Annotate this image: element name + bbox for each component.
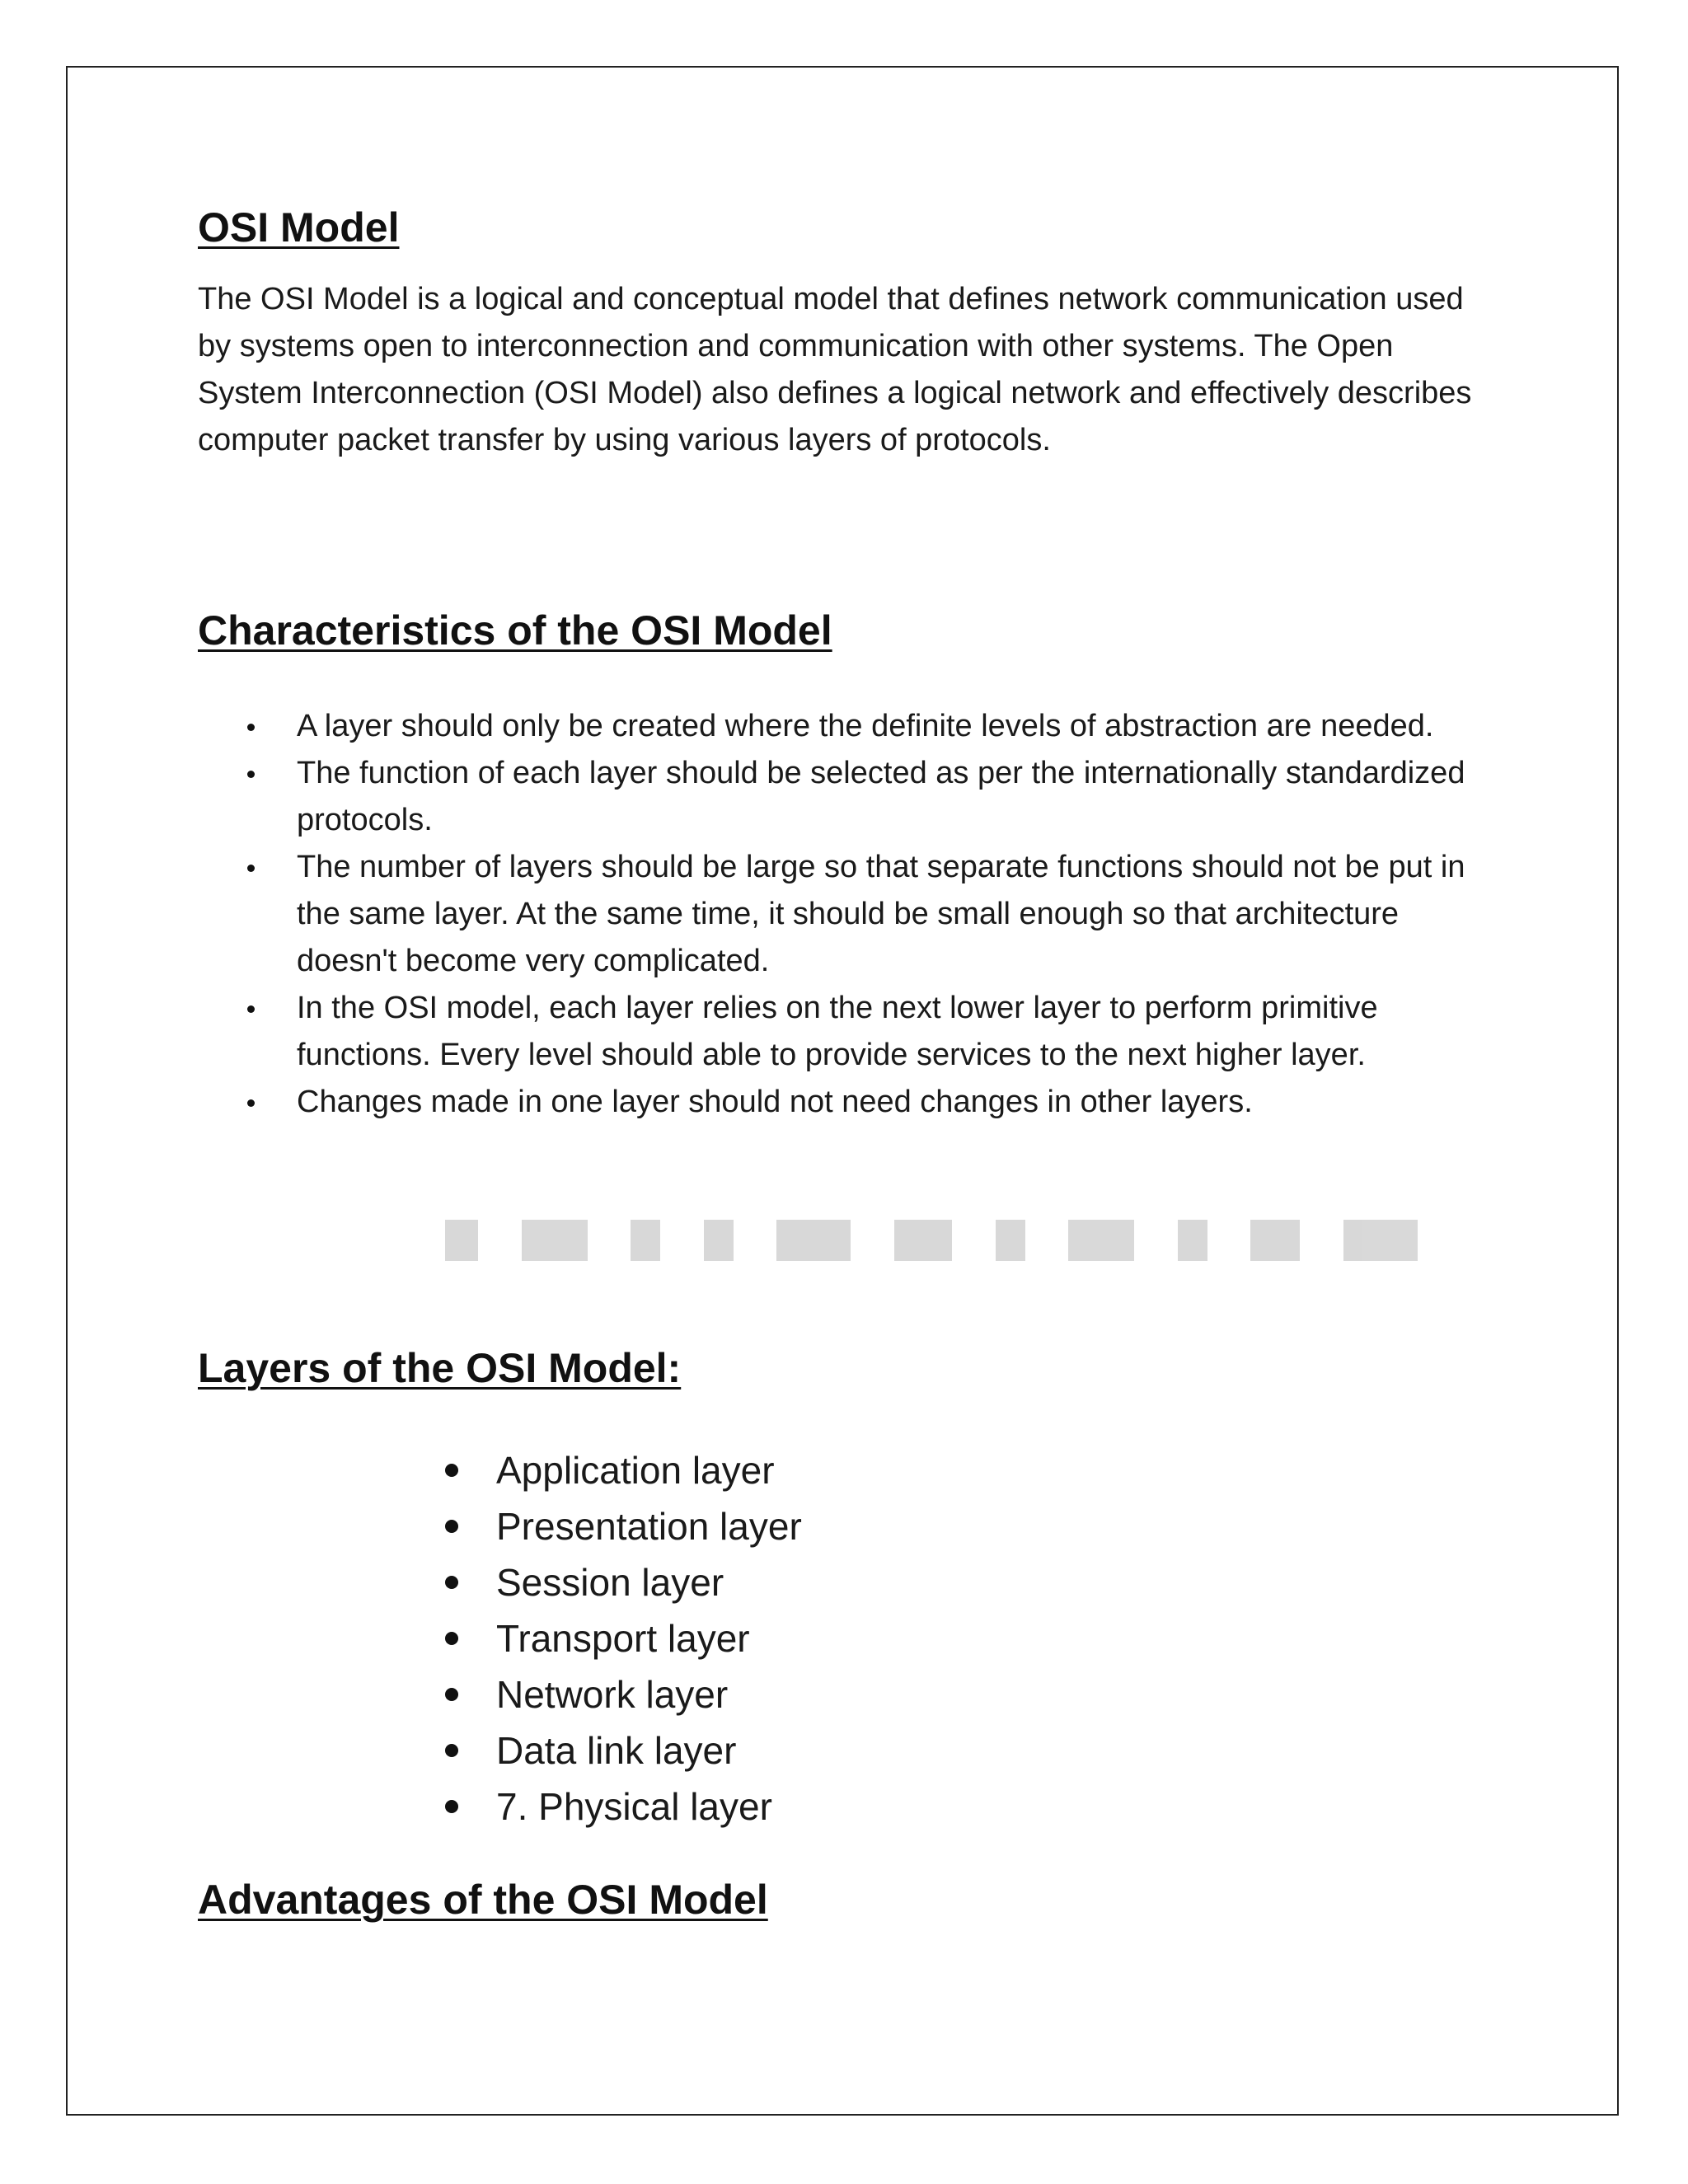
bullet-icon xyxy=(247,1005,255,1013)
bullet-icon xyxy=(445,1800,458,1813)
list-item xyxy=(247,750,1484,844)
list-item-text: The number of layers should be large so that separate functions should not be put in the same layer. At the same time, it should be small enough so that architecture doesn't become very complicated. xyxy=(297,850,1465,978)
heading-layers: Layers of the OSI Model: xyxy=(198,1345,682,1391)
bullet-icon xyxy=(247,865,255,872)
list-item-text: The function of each layer should be selected as per the internationally standardized protocols. xyxy=(297,756,1465,837)
list-item xyxy=(445,1666,802,1722)
list-item-text: A layer should only be created where the definite levels of abstraction are needed. xyxy=(297,709,1434,743)
list-item xyxy=(247,703,1484,750)
list-item xyxy=(247,985,1484,1079)
list-item-text: Presentation layer xyxy=(496,1505,802,1548)
osi-model-description: The OSI Model is a logical and conceptual model that defines network communication used by systems open to interconnection and communication with other systems. The Open System Interconnection (OSI Model) also defines a logical network and effectively describes computer packet transfer by using various layers of protocols. xyxy=(198,282,1472,457)
bullet-icon xyxy=(247,1099,255,1107)
list-item xyxy=(445,1554,802,1610)
list-item xyxy=(445,1610,802,1666)
heading-advantages: Advantages of the OSI Model xyxy=(198,1877,768,1923)
bullet-icon xyxy=(445,1688,458,1701)
list-item-text: Network layer xyxy=(496,1673,729,1716)
watermark xyxy=(445,1212,1418,1261)
list-item-text: Changes made in one layer should not need changes in other layers. xyxy=(297,1085,1253,1119)
layers-list xyxy=(445,1442,802,1835)
list-item xyxy=(445,1779,802,1835)
list-item-text: Application layer xyxy=(496,1449,775,1492)
list-item xyxy=(445,1498,802,1554)
list-item xyxy=(445,1722,802,1779)
bullet-icon xyxy=(445,1520,458,1533)
bullet-icon xyxy=(445,1744,458,1757)
list-item-text: 7. Physical layer xyxy=(496,1785,772,1828)
characteristics-list xyxy=(247,703,1484,1126)
bullet-icon xyxy=(247,771,255,778)
heading-characteristics: Characteristics of the OSI Model xyxy=(198,607,832,654)
list-item-text: Data link layer xyxy=(496,1729,737,1772)
list-item-text: In the OSI model, each layer relies on the next lower layer to perform primitive functions. Every level should able to provide services to the next higher layer. xyxy=(297,991,1378,1072)
bullet-icon xyxy=(445,1464,458,1477)
list-item-text: Transport layer xyxy=(496,1617,750,1660)
bullet-icon xyxy=(247,724,255,731)
heading-osi-model: OSI Model xyxy=(198,204,400,251)
list-item-text: Session layer xyxy=(496,1561,724,1604)
list-item xyxy=(247,844,1484,985)
list-item xyxy=(445,1442,802,1498)
bullet-icon xyxy=(445,1632,458,1645)
list-item xyxy=(247,1079,1484,1126)
bullet-icon xyxy=(445,1576,458,1589)
